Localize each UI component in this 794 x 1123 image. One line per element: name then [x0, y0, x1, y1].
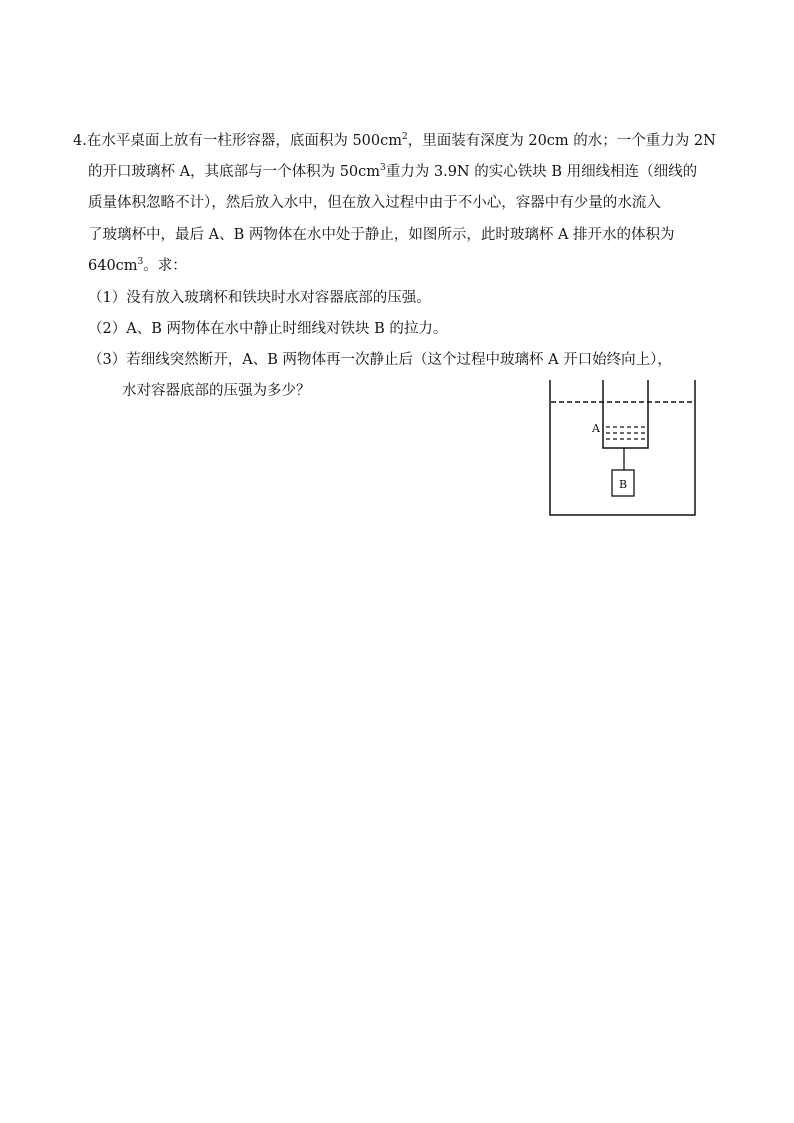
label-b: B — [619, 478, 628, 491]
question-2: （2）A、B 两物体在水中静止时细线对铁块 B 的拉力。 — [88, 321, 448, 337]
question-3-line-1: （3）若细线突然断开，A、B 两物体再一次静止后（这个过程中玻璃杯 A 开口始终向上）， — [88, 352, 672, 368]
problem-line-4: 了玻璃杯中，最后 A、B 两物体在水中处于静止，如图所示，此时玻璃杯 A 排开水的体积为 — [88, 227, 675, 243]
question-1: （1）没有放入玻璃杯和铁块时水对容器底部的压强。 — [88, 290, 431, 306]
container-diagram — [540, 372, 705, 524]
label-a: A — [592, 422, 600, 435]
problem-line-1: 4.在水平桌面上放有一柱形容器，底面积为 $500cm^2$，里面装有深度为 20cm 的水；一个重力为 2N — [73, 132, 716, 149]
glass-cup-a — [603, 380, 648, 448]
problem-line-5: $640cm^3$。求： — [88, 257, 187, 274]
question-3-line-2: 水对容器底部的压强为多少？ — [122, 383, 311, 399]
problem-line-2: 的开口玻璃杯 A，其底部与一个体积为 $50cm^3$重力为 3.9N 的实心铁块 B 用细线相连（细线的 — [88, 163, 698, 180]
problem-line-3: 质量体积忽略不计），然后放入水中，但在放入过程中由于不小心，容器中有少量的水流入 — [88, 195, 661, 211]
